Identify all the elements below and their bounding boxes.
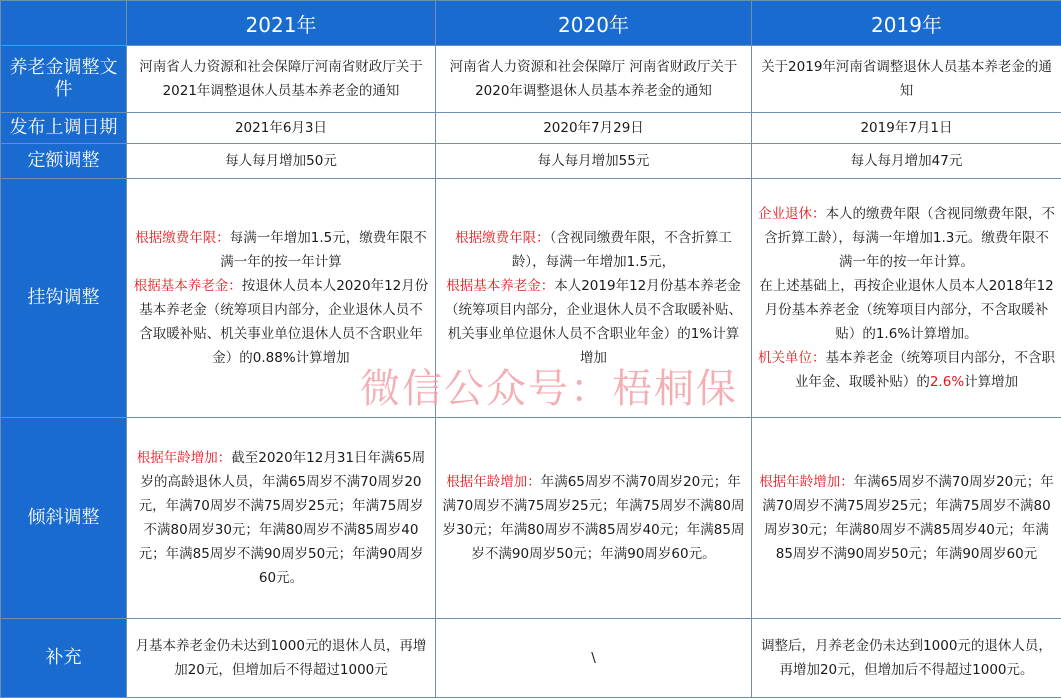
linked-2019-key2: 机关单位：: [758, 350, 826, 366]
linked-2019-text1: 本人的缴费年限（含视同缴费年限，不含折算工龄），每满一年增加1.3元。缴费年限不满一年的按一年计算。: [764, 206, 1055, 270]
row-label-fixed: 定额调整: [1, 144, 127, 179]
linked-2019-key1: 企业退休：: [758, 206, 826, 222]
watermark-text: 微信公众号：梧桐保: [360, 366, 738, 412]
date-2019: 2019年7月1日: [752, 113, 1061, 144]
tilt-2021: [127, 418, 436, 619]
linked-2020-key2: 根据基本养老金：: [446, 278, 555, 294]
fixed-2021: 每人每月增加50元: [127, 144, 436, 179]
year-header-2021: 2021年: [127, 1, 436, 46]
row-label-tilt: 倾斜调整: [1, 418, 127, 619]
file-2021: 河南省人力资源和社会保障厅河南省财政厅关于2021年调整退休人员基本养老金的通知: [127, 46, 436, 113]
tilt-2020: [436, 418, 752, 619]
corner-cell: [1, 1, 127, 46]
tilt-2019-key: 根据年龄增加：: [759, 474, 854, 490]
row-date: [1, 113, 1061, 144]
row-tilt: [1, 418, 1061, 619]
row-label-date: 发布上调日期: [1, 113, 127, 144]
row-label-file: 养老金调整文件: [1, 46, 127, 113]
linked-2020-text2: 本人2019年12月份基本养老金（统筹项目内部分，企业退休人员不含取暖补贴、机关事业单位退休人员不含职业年金）的1%计算增加: [445, 278, 742, 366]
row-supp: [1, 619, 1061, 698]
row-file: [1, 46, 1061, 113]
linked-2021-text2: 按退休人员本人2020年12月份基本养老金（统筹项目内部分，企业退休人员不含取暖补贴、机关事业单位退休人员不含职业年金）的0.88%计算增加: [139, 278, 429, 366]
supp-2020: \: [436, 619, 752, 698]
linked-2020-text1: （含视同缴费年限，不含折算工龄），每满一年增加1.5元，: [511, 230, 732, 270]
tilt-2021-text: 截至2020年12月31日年满65周岁的高龄退休人员，年满65周岁不满70周岁20元，年满70周岁不满75周岁25元；年满75周岁不满80周岁30元；年满80周岁不满85周岁40元；年满85周岁不满90周岁50元；年满90周岁60元。: [138, 450, 426, 586]
linked-2020-key1: 根据缴费年限：: [455, 230, 550, 246]
header-row: [1, 1, 1061, 46]
tilt-2020-text: 年满65周岁不满70周岁20元；年满70周岁不满75周岁25元；年满75周岁不满80周岁30元；年满80周岁不满85周岁40元；年满85周岁不满90周岁50元；年满90周岁60元。: [442, 474, 745, 562]
linked-2019-text2: 基本养老金（统筹项目内部分，不含职业年金、取暖补贴）的: [794, 350, 1055, 390]
row-label-supp: 补充: [1, 619, 127, 698]
tilt-2020-key: 根据年龄增加：: [446, 474, 541, 490]
fixed-2019: 每人每月增加47元: [752, 144, 1061, 179]
linked-2019-text2b: 计算增加: [964, 374, 1019, 390]
row-label-linked: 挂钩调整: [1, 179, 127, 418]
date-2020: 2020年7月29日: [436, 113, 752, 144]
tilt-2019-text: 年满65周岁不满70周岁20元；年满70周岁不满75周岁25元；年满75周岁不满80周岁30元；年满80周岁不满85周岁40元；年满85周岁不满90周岁50元；年满90周岁60元: [762, 474, 1054, 562]
tilt-2021-key: 根据年龄增加：: [136, 450, 232, 466]
row-fixed: [1, 144, 1061, 179]
linked-2019-pct: 2.6%: [929, 374, 965, 390]
year-header-2019: 2019年: [752, 1, 1061, 46]
fixed-2020: 每人每月增加55元: [436, 144, 752, 179]
linked-2019-text1b: 在上述基础上，再按企业退休人员本人2018年12月份基本养老金（统筹项目内部分，不含取暖补贴）的1.6%计算增加。: [759, 278, 1054, 342]
tilt-2019: [752, 418, 1061, 619]
linked-2021-text1: 每满一年增加1.5元，缴费年限不满一年的按一年计算: [220, 230, 427, 270]
linked-2019: [752, 179, 1061, 418]
year-header-2020: 2020年: [436, 1, 752, 46]
supp-2021: 月基本养老金仍未达到1000元的退休人员，再增加20元，但增加后不得超过1000元: [127, 619, 436, 698]
linked-2021-key2: 根据基本养老金：: [133, 278, 242, 294]
linked-2021-key1: 根据缴费年限：: [135, 230, 230, 246]
supp-2019: 调整后，月养老金仍未达到1000元的退休人员，再增加20元，但增加后不得超过1000元。: [752, 619, 1061, 698]
date-2021: 2021年6月3日: [127, 113, 436, 144]
file-2020: 河南省人力资源和社会保障厅 河南省财政厅关于2020年调整退休人员基本养老金的通知: [436, 46, 752, 113]
file-2019: 关于2019年河南省调整退休人员基本养老金的通知: [752, 46, 1061, 113]
